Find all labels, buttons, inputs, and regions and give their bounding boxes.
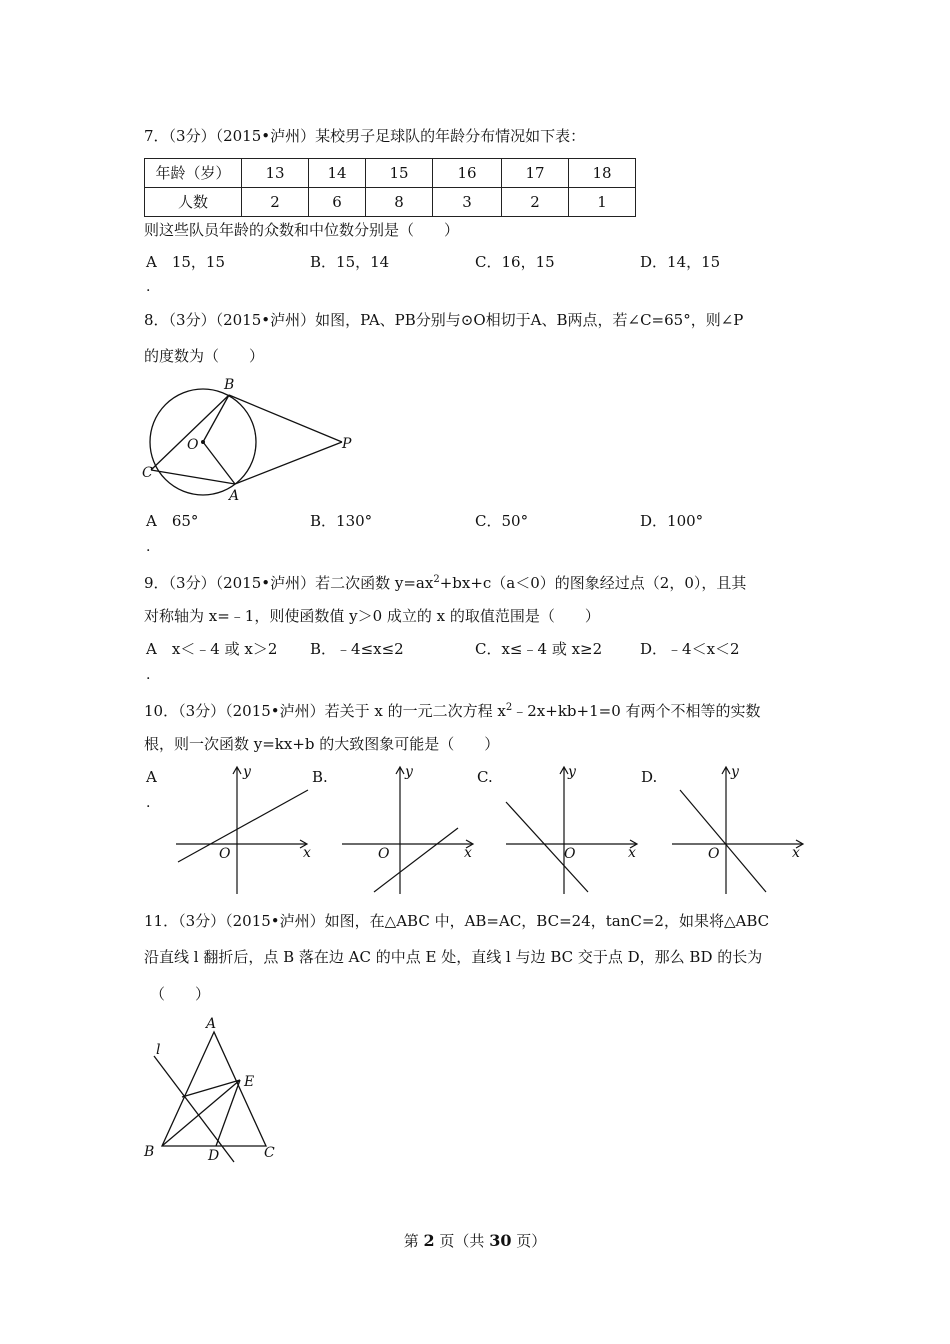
- q9-stem-line1: [144, 570, 746, 593]
- table-cell: 1: [569, 188, 636, 217]
- q9-stem-pre: 9．（3分）（2015•泸州）若二次函数 y=ax: [144, 574, 434, 592]
- q9-superscript: 2: [433, 574, 440, 585]
- q10-graph-d: [668, 760, 816, 900]
- axis-label-x: x: [303, 845, 311, 861]
- radius-ob: [203, 395, 229, 442]
- graph-line: [506, 802, 588, 892]
- table-row: [145, 159, 636, 188]
- label-b: B: [144, 1144, 155, 1160]
- axis-label-y: y: [731, 764, 739, 780]
- footer-total-pages: 30: [489, 1231, 512, 1250]
- page-footer: [0, 1230, 950, 1251]
- footer-text: 页（共: [434, 1232, 490, 1250]
- table-cell: 18: [569, 159, 636, 188]
- origin-label: O: [564, 846, 576, 862]
- q10-label-c: C.: [477, 768, 493, 786]
- q11-stem-line1: 11．（3分）（2015•泸州）如图，在△ABC 中，AB=AC，BC=24，tanC=2，如果将△ABC: [144, 912, 770, 930]
- origin-label: O: [708, 846, 720, 862]
- option-dot: .: [146, 279, 151, 295]
- graph-line: [178, 790, 308, 862]
- option-dot: .: [146, 539, 151, 555]
- footer-page-number: 2: [423, 1231, 435, 1250]
- graph-line: [680, 790, 766, 892]
- label-l: l: [156, 1042, 161, 1058]
- q7-option-b: B．15，14: [310, 253, 390, 271]
- label-c: C: [264, 1145, 275, 1161]
- q8-stem-line2: 的度数为（ ）: [144, 347, 265, 365]
- q10-stem-line1: [144, 698, 761, 721]
- label-b: B: [224, 377, 235, 393]
- q7-option-d: D．14，15: [640, 253, 721, 271]
- table-cell: 16: [433, 159, 502, 188]
- table-header-age: 年龄（岁）: [145, 159, 242, 188]
- q11-stem-line2: 沿直线 l 翻折后，点 B 落在边 AC 的中点 E 处，直线 l 与边 BC 交于点 D，那么 BD 的长为: [144, 948, 763, 966]
- table-cell: 3: [433, 188, 502, 217]
- tangent-pb: [229, 395, 342, 442]
- label-c: C: [142, 465, 153, 481]
- label-a: A: [206, 1016, 217, 1032]
- axis-label-y: y: [405, 764, 413, 780]
- origin-label: O: [219, 846, 231, 862]
- chord-cb: [151, 395, 229, 470]
- q10-graph-b: [338, 760, 486, 900]
- q10-stem-pre: 10．（3分）（2015•泸州）若关于 x 的一元二次方程 x: [144, 702, 506, 720]
- axis-label-x: x: [628, 845, 636, 861]
- axis-label-y: y: [243, 764, 251, 780]
- table-cell: 15: [366, 159, 433, 188]
- q11-triangle-figure: [140, 1012, 290, 1168]
- q11-stem-line3: （ ）: [150, 985, 211, 1003]
- q8-option-d: D．100°: [640, 512, 704, 530]
- table-cell: 8: [366, 188, 433, 217]
- q9-option-b: B．﹣4≤x≤2: [310, 640, 404, 658]
- q9-stem-post: +bx+c（a＜0）的图象经过点（2，0），且其: [439, 574, 747, 592]
- table-cell: 6: [309, 188, 366, 217]
- q10-stem-line2: 根，则一次函数 y=kx+b 的大致图象可能是（ ）: [144, 735, 500, 753]
- center-point: [201, 440, 205, 444]
- q8-circle-figure: [140, 374, 370, 504]
- q7-question: 则这些队员年龄的众数和中位数分别是（ ）: [144, 221, 460, 239]
- q10-graph-a: [172, 760, 320, 900]
- q7-option-c: C．16，15: [475, 253, 555, 271]
- q10-label-d: D.: [641, 768, 658, 786]
- axis-label-x: x: [792, 845, 800, 861]
- q10-stem-post: ﹣2x+kb+1=0 有两个不相等的实数: [512, 702, 761, 720]
- q7-stem: 7．（3分）（2015•泸州）某校男子足球队的年龄分布情况如下表：: [144, 127, 586, 145]
- q8-option-b: B．130°: [310, 512, 373, 530]
- q10-label-b: B.: [312, 768, 328, 786]
- q9-option-a: A x＜﹣4 或 x＞2: [146, 640, 278, 658]
- q8-stem-line1: 8．（3分）（2015•泸州）如图，PA、PB分别与⊙O相切于A、B两点，若∠C=65°，则∠P: [144, 311, 744, 329]
- table-header-count: 人数: [145, 188, 242, 217]
- q9-stem-line2: 对称轴为 x=﹣1，则使函数值 y＞0 成立的 x 的取值范围是（ ）: [144, 607, 600, 625]
- axis-label-y: y: [568, 764, 576, 780]
- q10-graph-c: [502, 760, 650, 900]
- q8-option-c: C．50°: [475, 512, 529, 530]
- footer-text: 页）: [511, 1232, 547, 1250]
- axis-label-x: x: [464, 845, 472, 861]
- age-table: [144, 158, 636, 217]
- label-d: D: [208, 1148, 220, 1164]
- footer-text: 第: [403, 1232, 424, 1250]
- q7-option-a: A 15，15: [146, 253, 226, 271]
- label-e: E: [244, 1074, 255, 1090]
- q10-label-a: A: [146, 768, 157, 786]
- q8-option-a: A 65°: [146, 512, 199, 530]
- table-row: [145, 188, 636, 217]
- label-a: A: [229, 488, 240, 504]
- q9-option-c: C．x≤﹣4 或 x≥2: [475, 640, 603, 658]
- radius-oa: [203, 442, 235, 484]
- table-cell: 2: [502, 188, 569, 217]
- origin-label: O: [378, 846, 390, 862]
- option-dot: .: [146, 667, 151, 683]
- q10-superscript: 2: [505, 702, 513, 713]
- label-p: P: [342, 436, 352, 452]
- option-dot: .: [146, 795, 151, 811]
- table-cell: 14: [309, 159, 366, 188]
- table-cell: 2: [242, 188, 309, 217]
- q9-option-d: D．﹣4＜x＜2: [640, 640, 740, 658]
- table-cell: 13: [242, 159, 309, 188]
- label-o: O: [187, 437, 199, 453]
- table-cell: 17: [502, 159, 569, 188]
